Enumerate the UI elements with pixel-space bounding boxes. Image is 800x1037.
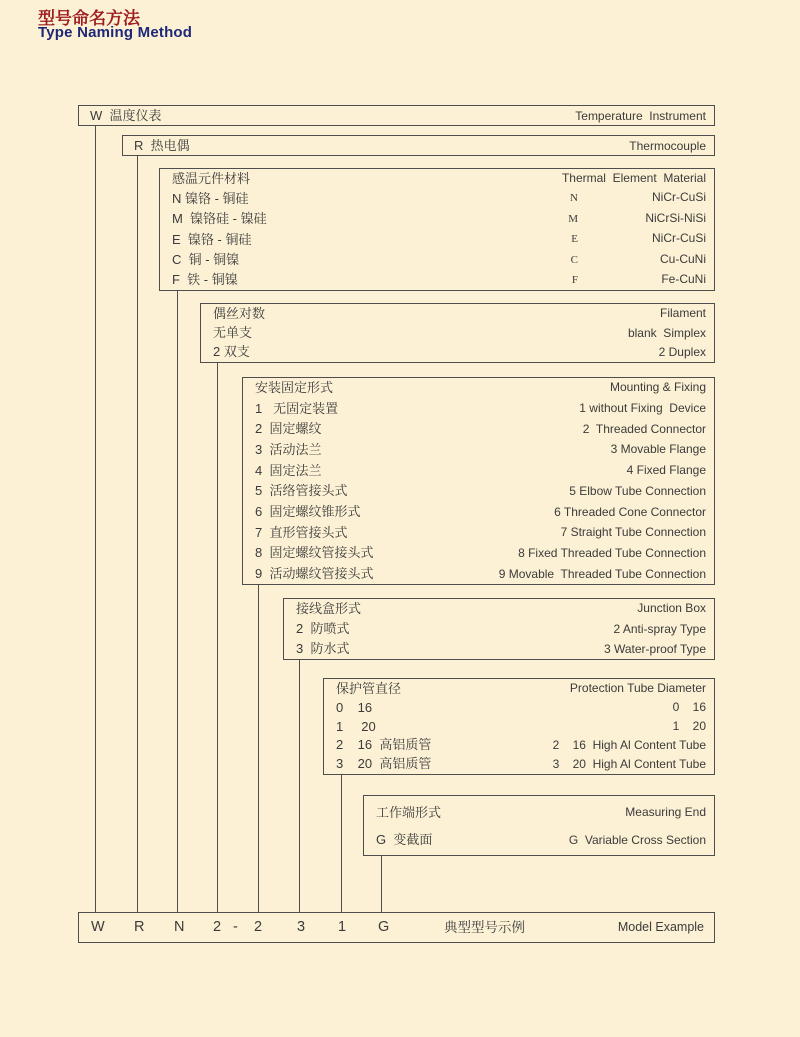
zh-line: 2 16 高铝质管 xyxy=(336,737,432,753)
en-line: Protection Tube Diameter xyxy=(569,681,706,695)
english-column xyxy=(562,172,706,286)
zh-line: 3 活动法兰 xyxy=(255,441,322,457)
english-column xyxy=(553,682,706,770)
zh-line: 1 20 xyxy=(336,718,376,734)
chinese-column xyxy=(255,381,373,580)
en-line: Thermocouple xyxy=(629,138,706,153)
material-name: NiCr-CuSi xyxy=(652,190,706,205)
material-code: M xyxy=(568,212,578,225)
box-protection-tube-diameter xyxy=(323,678,715,775)
box-filament xyxy=(200,303,715,363)
en-line: 8 Fixed Threaded Tube Connection xyxy=(518,546,706,561)
chinese-column xyxy=(376,806,441,846)
chinese-column xyxy=(296,602,361,655)
en-line: 9 Movable Threaded Tube Connection xyxy=(498,566,706,581)
material-row xyxy=(571,252,706,266)
en-header: Thermal Element Material xyxy=(561,171,706,185)
en-line: 2 Duplex xyxy=(658,345,706,359)
en-line: 1 without Fixing Device xyxy=(579,400,706,415)
zh-line: W 温度仪表 xyxy=(90,108,162,123)
zh-line: 0 16 xyxy=(336,699,373,715)
model-code-r: R xyxy=(134,919,145,935)
en-line: Mounting & Fixing xyxy=(609,380,706,394)
box-thermocouple xyxy=(122,135,715,156)
en-line: 3 Water-proof Type xyxy=(603,642,706,656)
model-code-2b: 2 xyxy=(254,919,263,935)
en-line: 7 Straight Tube Connection xyxy=(560,525,706,540)
page-title-chinese: 型号命名方法 xyxy=(38,9,140,28)
zh-line: 1 无固定装置 xyxy=(255,400,339,416)
model-code-dash: - xyxy=(233,919,238,935)
zh-line: 3 20 高铝质管 xyxy=(336,756,432,771)
en-line: 2 16 High Al Content Tube xyxy=(552,738,706,752)
zh-line: 保护管直径 xyxy=(336,681,402,696)
zh-line: E 镍铬 - 铜硅 xyxy=(172,231,252,247)
connector-line-w xyxy=(95,126,96,912)
chinese-column xyxy=(213,307,265,358)
en-line: 6 Threaded Cone Connector xyxy=(554,504,706,519)
material-name: Cu-CuNi xyxy=(659,251,706,266)
zh-line: F 铁 - 铜镍 xyxy=(172,271,238,287)
material-name: NiCr-CuSi xyxy=(652,231,706,246)
model-code-g: G xyxy=(378,919,390,935)
box-temperature-instrument xyxy=(78,105,715,126)
material-name: Fe-CuNi xyxy=(661,271,706,286)
material-code: F xyxy=(571,273,578,286)
box-thermal-element-material xyxy=(159,168,715,291)
model-example-label-english: Model Example xyxy=(617,920,704,934)
en-line: 1 20 xyxy=(672,719,706,733)
connector-line-material xyxy=(177,291,178,912)
en-line: 4 Fixed Flange xyxy=(626,463,706,478)
model-code-1: 1 xyxy=(338,919,347,935)
zh-line: 工作端形式 xyxy=(376,805,442,820)
zh-line: 接线盒形式 xyxy=(296,601,362,616)
zh-line: N 镍铬 - 铜硅 xyxy=(172,191,249,207)
en-line: 3 20 High Al Content Tube xyxy=(552,757,706,771)
zh-line: 3 防水式 xyxy=(296,641,350,656)
en-line: Measuring End xyxy=(625,805,706,819)
model-code-n: N xyxy=(174,919,185,935)
zh-line: 6 固定螺纹锥形式 xyxy=(255,503,361,519)
model-code-3: 3 xyxy=(297,919,306,935)
en-line: 2 Threaded Connector xyxy=(582,421,706,436)
zh-line: 感温元件材料 xyxy=(172,171,251,186)
english-column xyxy=(628,307,706,358)
material-code: E xyxy=(571,233,578,246)
en-line: Filament xyxy=(659,306,706,320)
zh-line: C 铜 - 铜镍 xyxy=(172,251,240,267)
model-code-w: W xyxy=(91,919,105,935)
material-row xyxy=(571,231,706,245)
box-measuring-end xyxy=(363,795,715,856)
chinese-column xyxy=(336,682,431,770)
zh-line: 安装固定形式 xyxy=(255,380,334,395)
connector-line-tube xyxy=(341,775,342,912)
box-junction-box xyxy=(283,598,715,660)
zh-line: M 镍铬硅 - 镍硅 xyxy=(172,211,267,227)
en-line: 0 16 xyxy=(672,700,706,714)
en-line: G Variable Cross Section xyxy=(568,833,706,847)
zh-line: 7 直形管接头式 xyxy=(255,524,348,540)
chinese-column xyxy=(172,172,267,286)
model-code-2a: 2 xyxy=(213,919,222,935)
english-column xyxy=(569,806,706,846)
material-row xyxy=(572,272,706,286)
zh-line: 5 活络管接头式 xyxy=(255,483,348,499)
material-code: N xyxy=(570,192,578,205)
zh-line: 2 双支 xyxy=(213,344,250,359)
zh-line: 2 防喷式 xyxy=(296,621,350,636)
material-row xyxy=(570,190,706,204)
english-column xyxy=(499,381,706,580)
model-example-label-chinese: 典型型号示例 xyxy=(444,920,525,935)
material-name: NiCrSi-NiSi xyxy=(645,210,706,225)
connector-line-filament xyxy=(217,363,218,912)
en-line: blank Simplex xyxy=(627,325,706,340)
connector-line-end xyxy=(381,856,382,912)
en-line: 3 Movable Flange xyxy=(610,442,706,457)
zh-line: 8 固定螺纹管接头式 xyxy=(255,545,374,561)
en-line: 2 Anti-spray Type xyxy=(613,621,706,636)
english-column xyxy=(604,602,706,655)
box-mounting-fixing xyxy=(242,377,715,585)
en-line: 5 Elbow Tube Connection xyxy=(569,483,706,498)
connector-line-junction xyxy=(299,660,300,912)
zh-line: 无单支 xyxy=(213,325,253,340)
connector-line-r xyxy=(137,156,138,912)
zh-line: G 变截面 xyxy=(376,832,433,847)
material-row xyxy=(568,211,706,225)
zh-line: 2 固定螺纹 xyxy=(255,421,322,437)
zh-line: 9 活动螺纹管接头式 xyxy=(255,565,374,581)
zh-line: R 热电偶 xyxy=(134,138,190,153)
material-code: C xyxy=(570,253,578,266)
page-title-english: Type Naming Method xyxy=(38,24,193,41)
connector-line-mounting xyxy=(258,585,259,912)
en-line: Temperature Instrument xyxy=(575,108,706,123)
box-model-example xyxy=(78,912,715,943)
en-line: Junction Box xyxy=(637,601,706,615)
zh-line: 4 固定法兰 xyxy=(255,462,322,478)
zh-line: 偶丝对数 xyxy=(213,306,266,321)
